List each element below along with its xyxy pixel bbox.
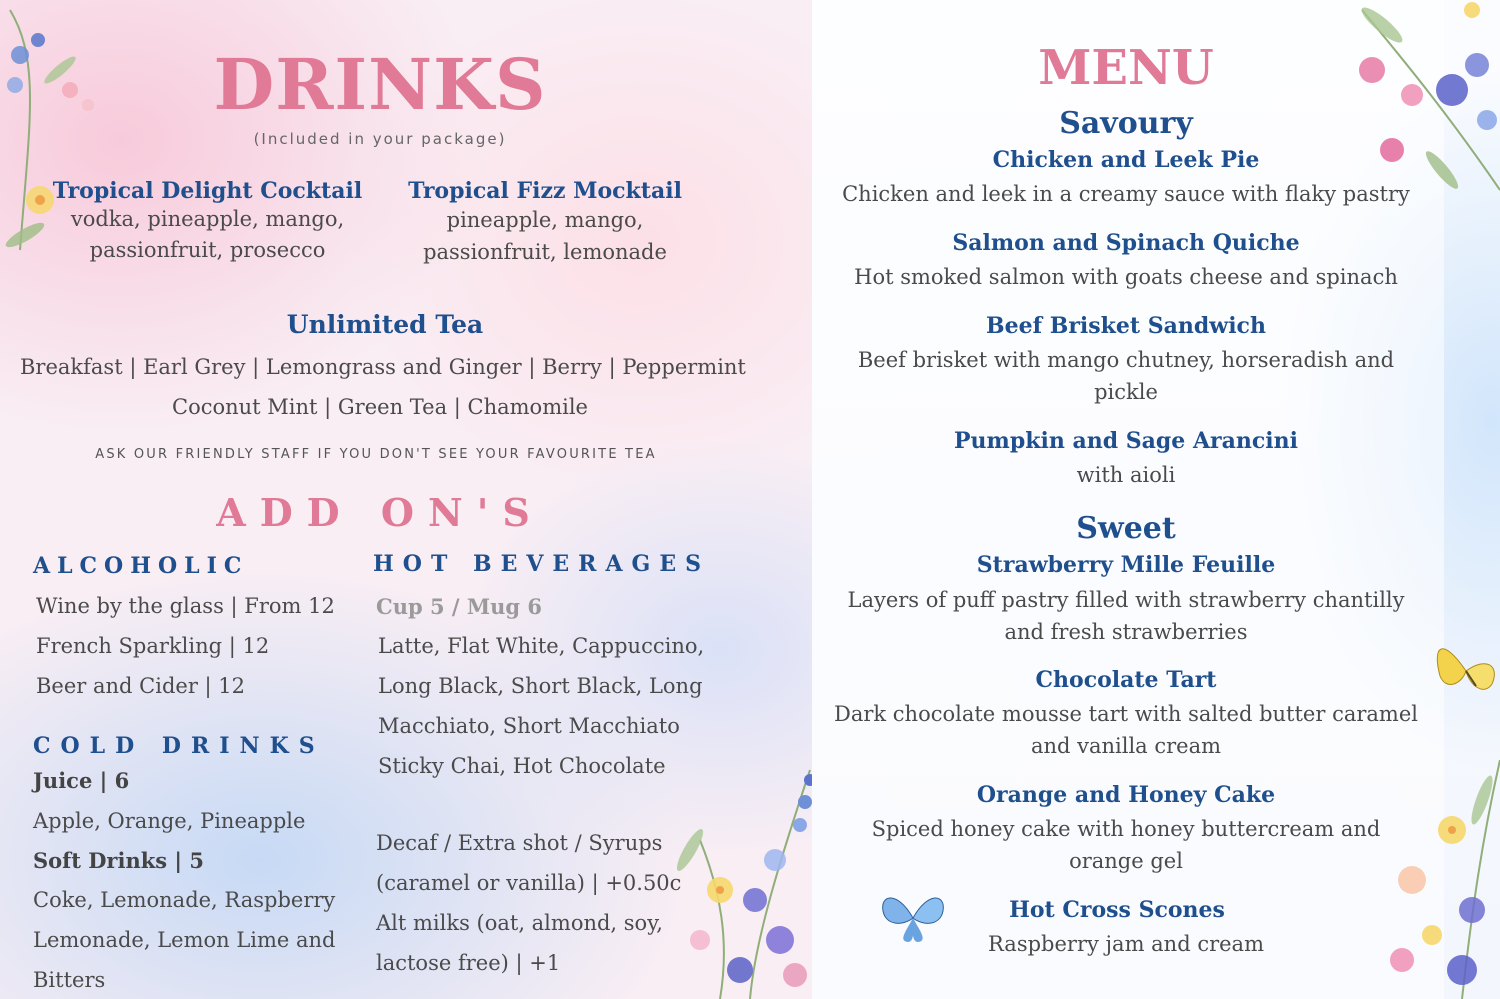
juice-items: Apple, Orange, Pineapple	[33, 809, 306, 833]
menu-item-desc: and vanilla cream	[1030, 734, 1222, 758]
tea-list-line1: Breakfast | Earl Grey | Lemongrass and Ginger | Berry | Peppermint	[20, 355, 746, 379]
menu-item-desc: orange gel	[1069, 849, 1183, 873]
menu-item-name: Salmon and Spinach Quiche	[952, 230, 1300, 256]
menu-item-desc: Chicken and leek in a creamy sauce with flaky pastry	[842, 182, 1410, 206]
menu-item-name: Orange and Honey Cake	[976, 782, 1276, 808]
hot-extra: lactose free) | +1	[376, 951, 561, 975]
alcoholic-item: Beer and Cider | 12	[36, 674, 246, 698]
soft-drinks-line3: Bitters	[33, 968, 106, 992]
alcoholic-item: Wine by the glass | From 12	[36, 594, 335, 618]
soft-drinks-line1: Coke, Lemonade, Raspberry	[33, 888, 336, 912]
menu-item-name: Chicken and Leek Pie	[992, 147, 1260, 173]
cocktail-name: Tropical Delight Cocktail	[52, 178, 363, 204]
mocktail-line1: pineapple, mango,	[446, 208, 644, 232]
menu-item-name: Beef Brisket Sandwich	[986, 313, 1266, 339]
mocktail-line2: passionfruit, lemonade	[423, 240, 667, 264]
menu-item-name: Chocolate Tart	[1035, 667, 1217, 693]
tea-title: Unlimited Tea	[286, 310, 484, 339]
floral-bouquet-icon	[660, 740, 812, 999]
yellow-butterfly-icon	[1432, 636, 1500, 706]
cocktail-line1: vodka, pineapple, mango,	[70, 207, 345, 231]
menu-item-desc: with aioli	[1076, 463, 1176, 487]
hot-extra: Alt milks (oat, almond, soy,	[376, 911, 663, 935]
menu-item-desc: and fresh strawberries	[1004, 620, 1248, 644]
menu-item-desc: Raspberry jam and cream	[988, 932, 1264, 956]
mocktail-name: Tropical Fizz Mocktail	[408, 178, 682, 204]
menu-panel	[812, 0, 1500, 999]
soft-drinks-heading: Soft Drinks | 5	[33, 848, 204, 873]
hot-line: Latte, Flat White, Cappuccino,	[378, 634, 705, 658]
menu-item-desc: Hot smoked salmon with goats cheese and spinach	[854, 265, 1398, 289]
menu-title: MENU	[1038, 40, 1214, 96]
cold-drinks-heading: COLD DRINKS	[33, 733, 325, 759]
sweet-heading: Sweet	[1076, 511, 1176, 546]
juice-heading: Juice | 6	[33, 768, 130, 793]
hot-extra: (caramel or vanilla) | +0.50c	[376, 871, 682, 895]
addons-title: ADD ON'S	[216, 490, 544, 535]
menu-item-name: Pumpkin and Sage Arancini	[954, 428, 1298, 454]
alcoholic-item: French Sparkling | 12	[36, 634, 270, 658]
hot-line: Long Black, Short Black, Long	[378, 674, 703, 698]
menu-item-name: Hot Cross Scones	[1009, 897, 1225, 923]
menu-item-desc: pickle	[1094, 380, 1158, 404]
cocktail-block	[40, 178, 375, 266]
menu-item-name: Strawberry Mille Feuille	[976, 552, 1276, 578]
tea-list-line2: Coconut Mint | Green Tea | Chamomile	[172, 395, 588, 419]
tea-note: ASK OUR FRIENDLY STAFF IF YOU DON'T SEE YOUR FAVOURITE TEA	[95, 447, 657, 462]
drinks-title: DRINKS	[213, 43, 547, 126]
hot-price-line: Cup 5 / Mug 6	[376, 594, 543, 619]
menu-item-desc: Dark chocolate mousse tart with salted butter caramel	[834, 702, 1418, 726]
cocktail-line2: passionfruit, prosecco	[89, 238, 326, 262]
hot-line: Macchiato, Short Macchiato	[378, 714, 680, 738]
menu-item-desc: Beef brisket with mango chutney, horseradish and	[857, 348, 1395, 372]
savoury-heading: Savoury	[1059, 106, 1193, 141]
menu-item-desc: Layers of puff pastry filled with strawberry chantilly	[847, 588, 1405, 612]
hot-beverages-heading: HOT BEVERAGES	[373, 551, 710, 577]
hot-line: Sticky Chai, Hot Chocolate	[378, 754, 666, 778]
hot-extra: Decaf / Extra shot / Syrups	[376, 831, 663, 855]
soft-drinks-line2: Lemonade, Lemon Lime and	[33, 928, 336, 952]
alcoholic-heading: ALCOHOLIC	[33, 553, 249, 579]
mocktail-block	[395, 178, 695, 268]
drinks-subtitle: (Included in your package)	[253, 130, 507, 148]
menu-item-desc: Spiced honey cake with honey buttercream and	[871, 817, 1381, 841]
